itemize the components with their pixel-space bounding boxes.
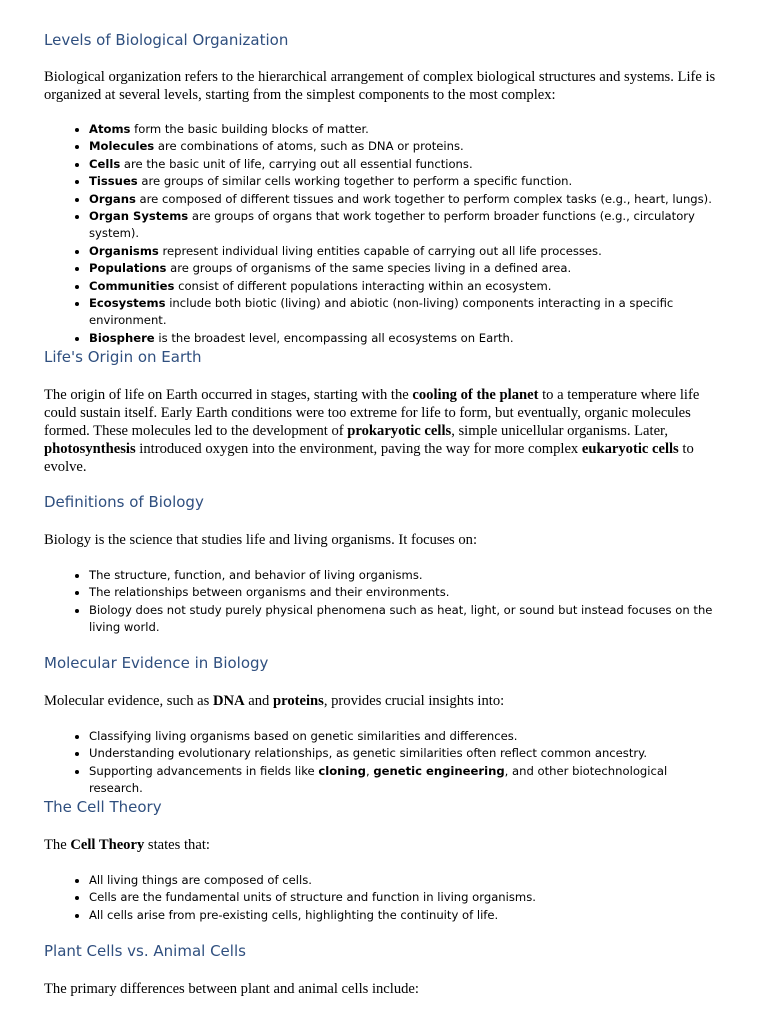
- list-item: • Tissues are groups of similar cells working together to perform a specific function.: [89, 173, 724, 190]
- definitions-intro: Biology is the science that studies life and living organisms. It focuses on:: [44, 532, 478, 548]
- molecular-list: [44, 728, 724, 798]
- list-item: • Biology does not study purely physical phenomena such as heat, light, or sound but instead focuses on the living world.: [89, 602, 724, 637]
- cell-theory-intro: The Cell Theory states that:: [44, 837, 210, 853]
- list-item: • Organ Systems are groups of organs that work together to perform broader functions (e.g., circulatory system).: [89, 208, 724, 243]
- list-item: • Cells are the fundamental units of structure and function in living organisms.: [89, 889, 724, 906]
- list-item: • All cells arise from pre-existing cells, highlighting the continuity of life.: [89, 907, 724, 924]
- list-item: • Understanding evolutionary relationships, as genetic similarities often reflect common ancestry.: [89, 745, 724, 762]
- heading-molecular: Molecular Evidence in Biology: [44, 654, 269, 672]
- cell-theory-list: [44, 872, 724, 924]
- list-item: • Biosphere is the broadest level, encompassing all ecosystems on Earth.: [89, 330, 724, 347]
- plant-animal-intro: The primary differences between plant and animal cells include:: [44, 981, 419, 997]
- heading-origin: Life's Origin on Earth: [44, 348, 202, 366]
- molecular-intro: Molecular evidence, such as DNA and proteins, provides crucial insights into:: [44, 693, 505, 709]
- heading-definitions: Definitions of Biology: [44, 493, 204, 511]
- list-item: • Supporting advancements in fields like cloning, genetic engineering, and other biotechnological research.: [89, 763, 724, 798]
- list-item: • Populations are groups of organisms of the same species living in a defined area.: [89, 260, 724, 277]
- list-item: • The structure, function, and behavior of living organisms.: [89, 567, 724, 584]
- definitions-list: [44, 567, 724, 637]
- heading-cell-theory: The Cell Theory: [44, 798, 162, 816]
- list-item: • Communities consist of different populations interacting within an ecosystem.: [89, 278, 724, 295]
- heading-levels: Levels of Biological Organization: [44, 31, 289, 49]
- list-item: • All living things are composed of cells.: [89, 872, 724, 889]
- levels-intro: Biological organization refers to the hierarchical arrangement of complex biological structures and systems. Life is organized at several levels, starting from the simplest components to the most complex:: [44, 69, 716, 103]
- origin-paragraph: The origin of life on Earth occurred in stages, starting with the cooling of the planet to a temperature where life could sustain itself. Early Earth conditions were too extreme for life to form, but eventually, organic molecules formed. These molecules led to the development of prokaryotic cells, simple unicellular organisms. Later, photosynthesis introduced oxygen into the environment, paving the way for more complex eukaryotic cells to evolve.: [44, 387, 700, 475]
- list-item: • Organs are composed of different tissues and work together to perform complex tasks (e.g., heart, lungs).: [89, 191, 724, 208]
- list-item: • Atoms form the basic building blocks of matter.: [89, 121, 724, 138]
- heading-plant-animal: Plant Cells vs. Animal Cells: [44, 942, 246, 960]
- list-item: • Cells are the basic unit of life, carrying out all essential functions.: [89, 156, 724, 173]
- list-item: • The relationships between organisms and their environments.: [89, 584, 724, 601]
- list-item: • Molecules are combinations of atoms, such as DNA or proteins.: [89, 138, 724, 155]
- list-item: • Ecosystems include both biotic (living) and abiotic (non-living) components interacting in a specific environment.: [89, 295, 724, 330]
- levels-list: [44, 121, 724, 347]
- list-item: • Organisms represent individual living entities capable of carrying out all life processes.: [89, 243, 724, 260]
- list-item: • Classifying living organisms based on genetic similarities and differences.: [89, 728, 724, 745]
